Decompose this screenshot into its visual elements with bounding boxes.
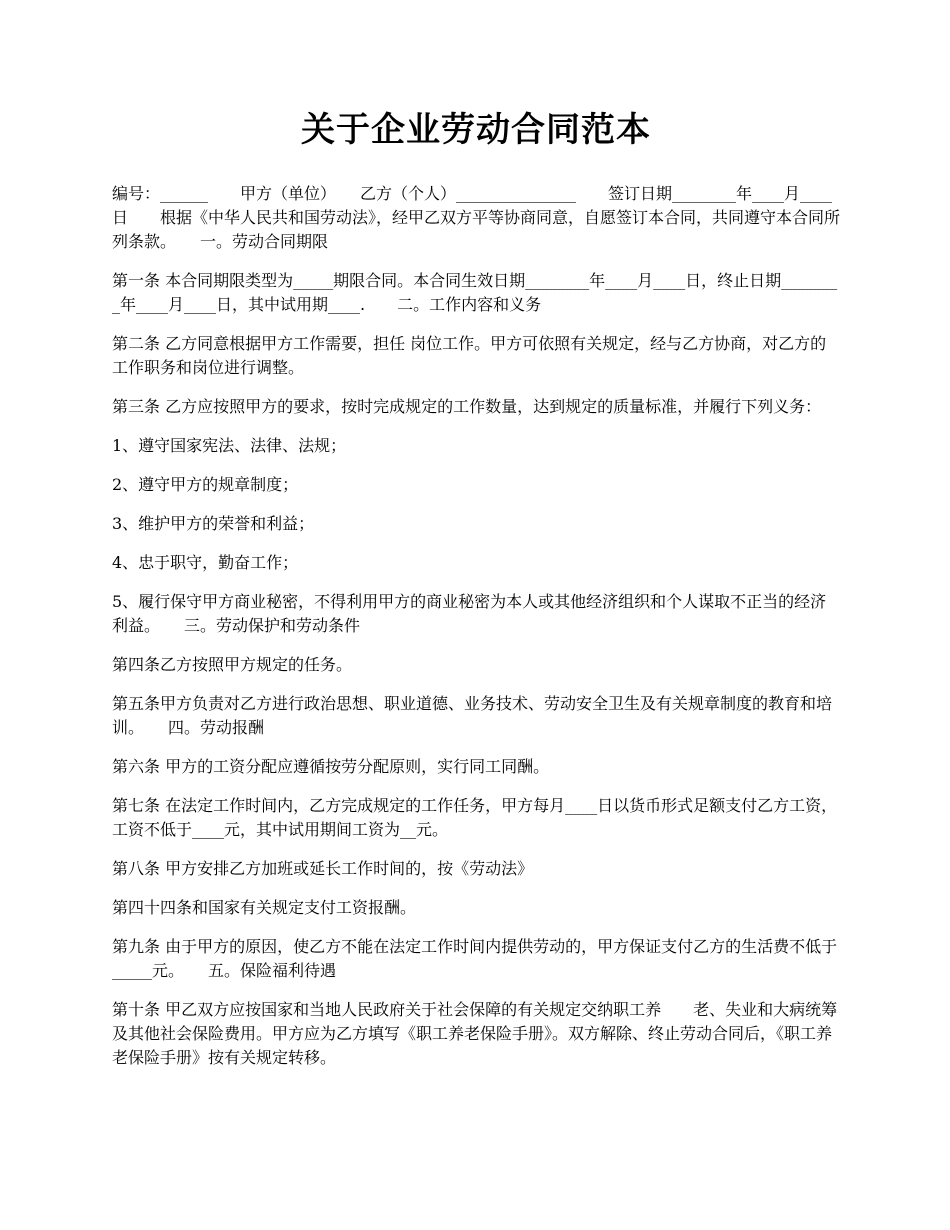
list-item-duty-3: 3、维护甲方的荣誉和利益； bbox=[112, 514, 315, 533]
document-page bbox=[112, 108, 840, 1085]
document-title: 关于企业劳动合同范本 bbox=[301, 110, 651, 150]
paragraph-article-9: 第九条 由于甲方的原因，使乙方不能在法定工作时间内提供劳动的，甲方保证支付乙方的生活费不低于_____元。 五。保险福利待遇 bbox=[112, 937, 838, 980]
paragraph-article-6: 第六条 甲方的工资分配应遵循按劳分配原则，实行同工同酬。 bbox=[112, 757, 550, 776]
paragraph-article-5: 第五条甲方负责对乙方进行政治思想、职业道德、业务技术、劳动安全卫生及有关规章制度的教育和培训。 四。劳动报酬 bbox=[112, 694, 833, 737]
paragraph-article-4: 第四条乙方按照甲方规定的任务。 bbox=[112, 655, 353, 674]
paragraph-article-10: 第十条 甲乙双方应按国家和当地人民政府关于社会保障的有关规定交纳职工养 老、失业和大病统筹及其他社会保险费用。甲方应为乙方填写《职工养老保险手册》。双方解除、终止劳动合同后，《职工养老保险手册》按有关规定转移。 bbox=[112, 1000, 838, 1067]
list-item-duty-1: 1、遵守国家宪法、法律、法规； bbox=[112, 436, 347, 455]
paragraph-article-1: 第一条 本合同期限类型为_____期限合同。本合同生效日期________年____月____日，终止日期________年____月____日，其中试用期____. 二。工作内容和义务 bbox=[112, 271, 838, 314]
paragraph-article-7: 第七条 在法定工作时间内，乙方完成规定的工作任务，甲方每月____日以货币形式足额支付乙方工资，工资不低于____元，其中试用期间工资为__元。 bbox=[112, 796, 838, 839]
list-item-duty-5: 5、履行保守甲方商业秘密，不得利用甲方的商业秘密为本人或其他经济组织和个人谋取不正当的经济利益。 三。劳动保护和劳动条件 bbox=[112, 592, 827, 635]
paragraph-article-8: 第八条 甲方安排乙方加班或延长工作时间的，按《劳动法》 bbox=[112, 859, 534, 878]
paragraph-article-44-reference: 第四十四条和国家有关规定支付工资报酬。 bbox=[112, 898, 417, 917]
paragraph-article-3: 第三条 乙方应按照甲方的要求，按时完成规定的工作数量，达到规定的质量标准，并履行下列义务： bbox=[112, 397, 822, 416]
paragraph-article-2: 第二条 乙方同意根据甲方工作需要，担任 岗位工作。甲方可依照有关规定，经与乙方协商，对乙方的工作职务和岗位进行调整。 bbox=[112, 334, 827, 377]
paragraph-preamble: 编号：______ 甲方（单位） 乙方（个人）_______________ 签订日期________年____月____日 根据《中华人民共和国劳动法》，经甲乙双方平等协商同意，自愿签订本合同，共同遵守本合同所列条款。 一。劳动合同期限 bbox=[112, 184, 841, 251]
list-item-duty-4: 4、忠于职守，勤奋工作； bbox=[112, 553, 299, 572]
list-item-duty-2: 2、遵守甲方的规章制度； bbox=[112, 475, 299, 494]
